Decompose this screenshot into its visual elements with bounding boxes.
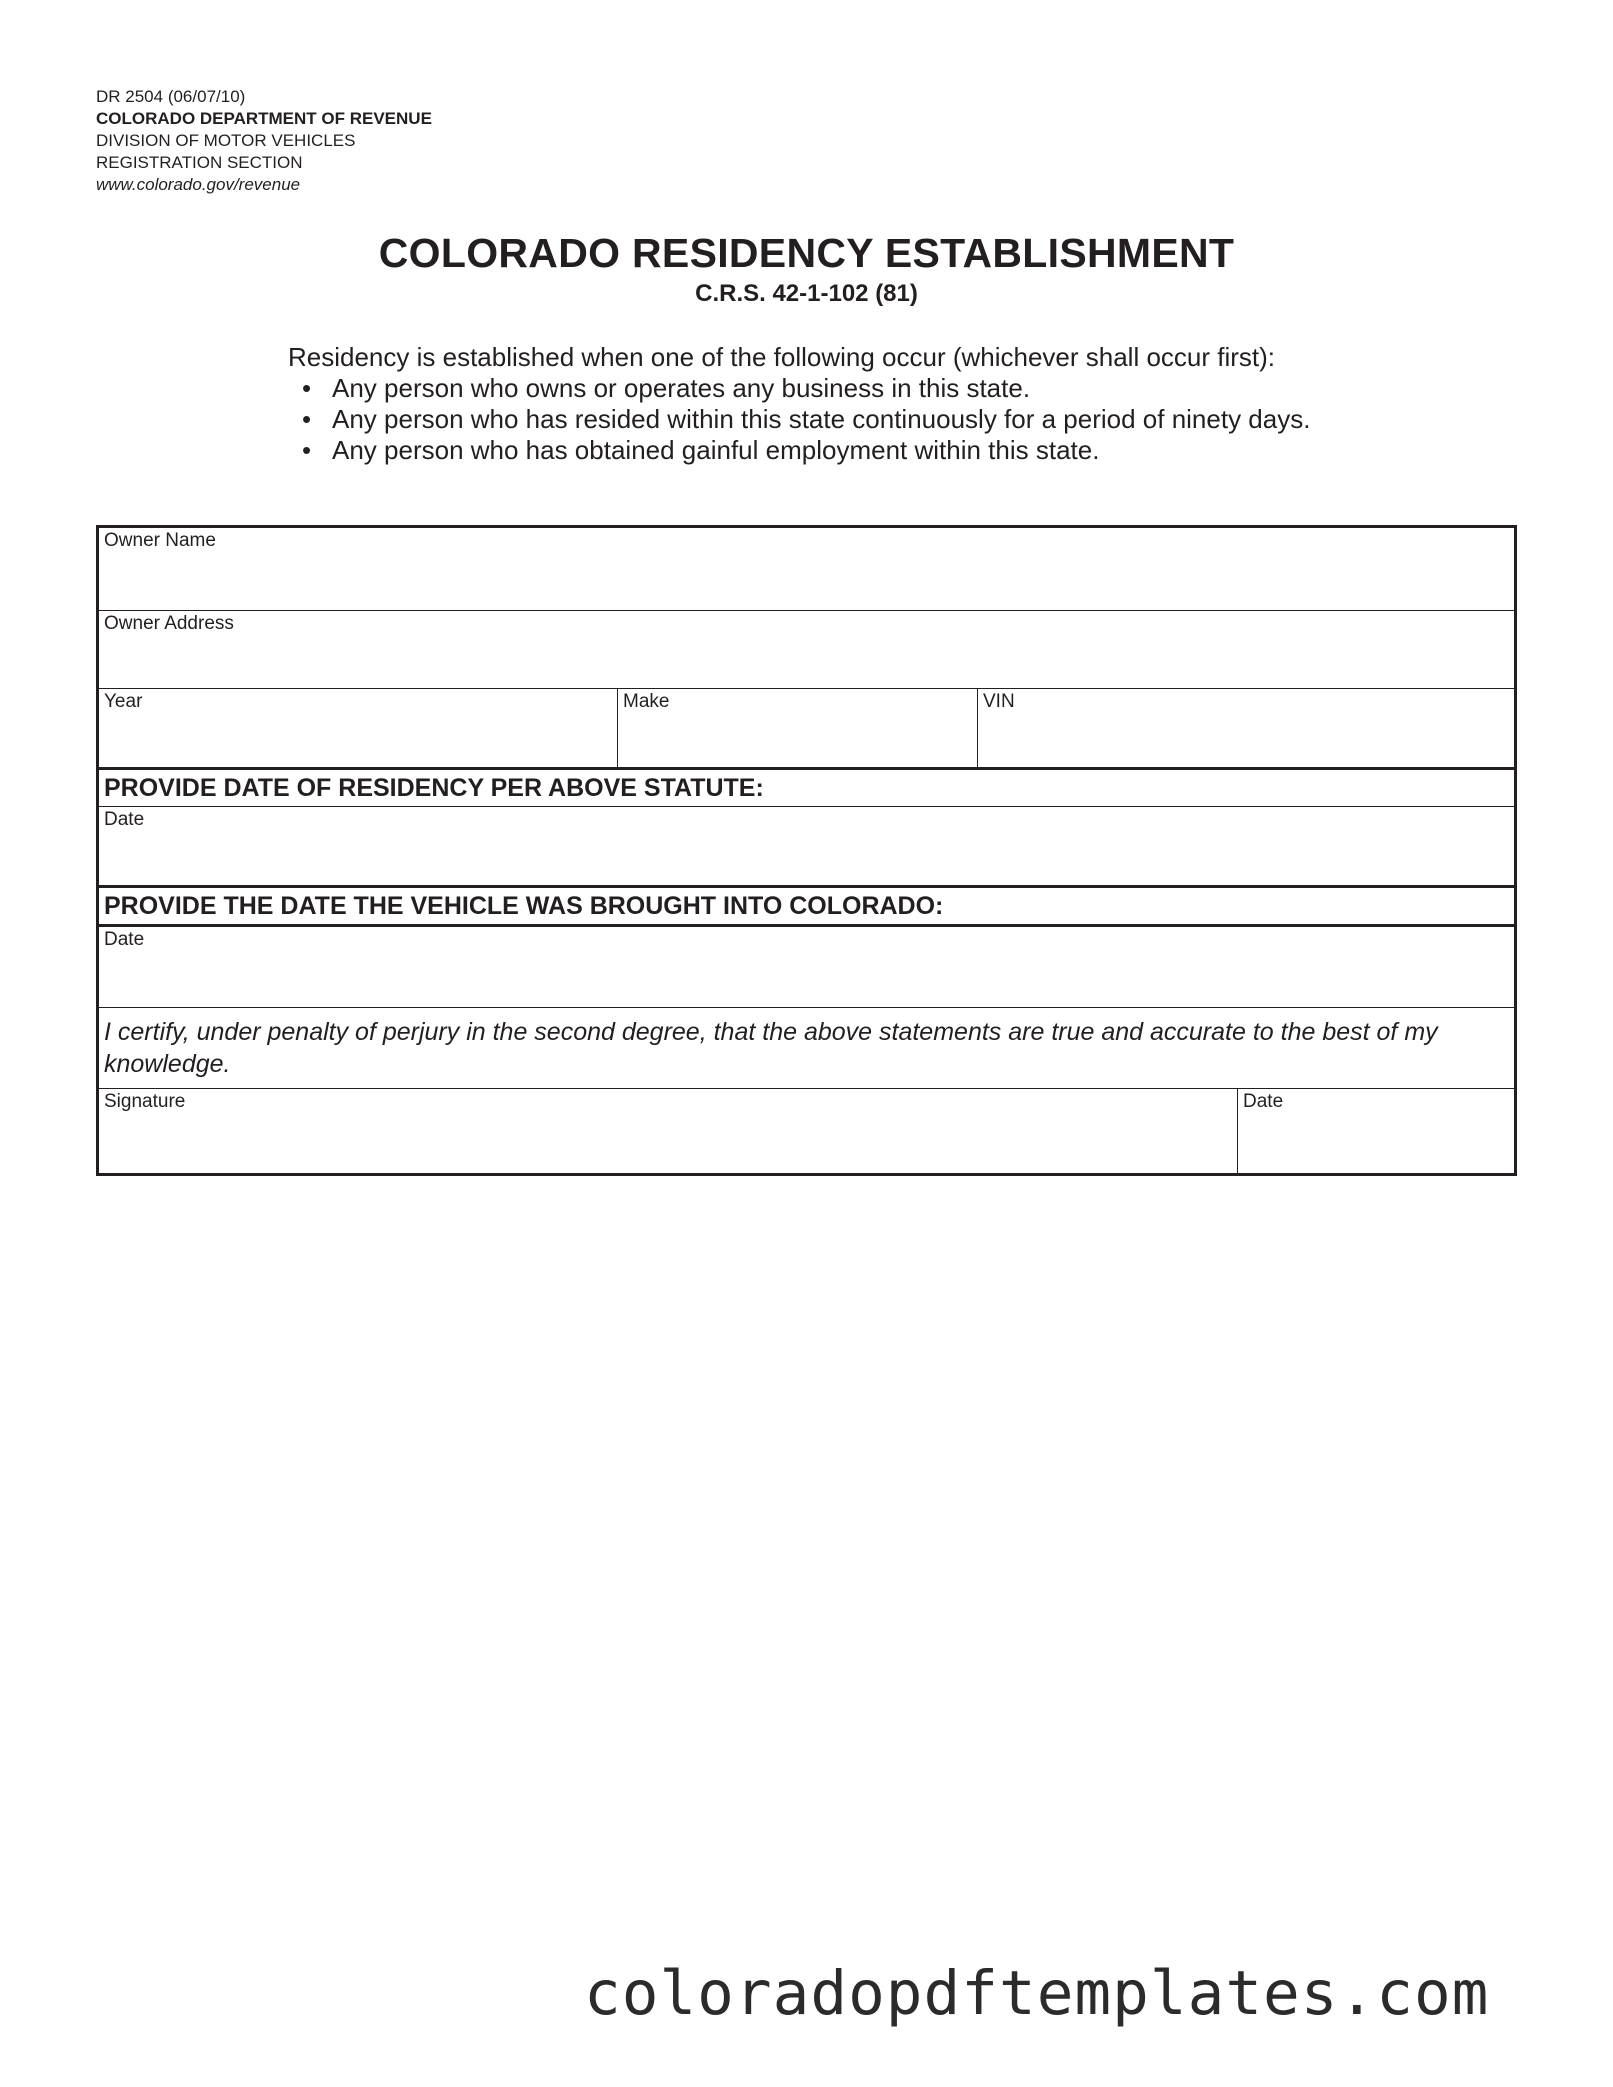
signature-date-label: Date <box>1243 1091 1284 1112</box>
list-item: • Any person who has resided within this state continuously for a period of ninety days. <box>302 404 1311 434</box>
website-link: www.colorado.gov/revenue <box>96 175 301 194</box>
division-name: DIVISION OF MOTOR VEHICLES <box>96 131 356 150</box>
vehicle-date-row <box>99 924 1514 1007</box>
owner-address-row <box>99 610 1514 688</box>
signature-date-field[interactable] <box>1237 1089 1514 1173</box>
residency-date-row <box>99 806 1514 885</box>
section-name: REGISTRATION SECTION <box>96 153 303 172</box>
residency-date-label: Date <box>104 809 145 830</box>
bullet-icon: • <box>302 404 312 434</box>
year-field[interactable] <box>99 689 617 767</box>
owner-name-field[interactable] <box>99 528 1514 610</box>
form-number: DR 2504 (06/07/10) <box>96 87 246 106</box>
page-title: COLORADO RESIDENCY ESTABLISHMENT <box>378 230 1235 276</box>
make-label: Make <box>623 691 670 712</box>
residency-heading: PROVIDE DATE OF RESIDENCY PER ABOVE STATUTE: <box>104 774 764 802</box>
vehicle-row <box>99 688 1514 767</box>
vin-field[interactable] <box>977 689 1514 767</box>
statute-reference: C.R.S. 42-1-102 (81) <box>695 280 918 307</box>
bullet-icon: • <box>302 373 312 403</box>
year-label: Year <box>104 691 143 712</box>
certification-statement: I certify, under penalty of perjury in the second degree, that the above statements are true and accurate to the best of my knowledge. <box>104 1018 1438 1078</box>
owner-address-label: Owner Address <box>104 613 234 634</box>
vehicle-heading: PROVIDE THE DATE THE VEHICLE WAS BROUGHT INTO COLORADO: <box>104 892 944 920</box>
certification-row <box>99 1007 1514 1088</box>
criteria-list <box>288 373 1310 466</box>
residency-criteria <box>288 342 1310 466</box>
owner-name-row <box>99 528 1514 610</box>
list-item: • Any person who has obtained gainful employment within this state. <box>302 435 1100 465</box>
signature-field[interactable] <box>99 1089 1237 1173</box>
watermark: coloradopdftemplates.com <box>584 1958 1490 2029</box>
signature-row <box>99 1088 1514 1173</box>
vehicle-date-label: Date <box>104 929 145 950</box>
signature-label: Signature <box>104 1091 186 1112</box>
vehicle-heading-row <box>99 885 1514 924</box>
form-header <box>96 86 432 196</box>
residency-date-field[interactable] <box>99 807 1514 885</box>
residency-form <box>96 525 1517 1176</box>
make-field[interactable] <box>617 689 977 767</box>
criteria-lead: Residency is established when one of the following occur (whichever shall occur first): <box>288 342 1276 372</box>
bullet-icon: • <box>302 435 312 465</box>
vehicle-date-field[interactable] <box>99 927 1514 1007</box>
department-name: COLORADO DEPARTMENT OF REVENUE <box>96 109 432 128</box>
owner-address-field[interactable] <box>99 611 1514 688</box>
vin-label: VIN <box>983 691 1015 712</box>
owner-name-label: Owner Name <box>104 530 216 551</box>
residency-heading-row <box>99 767 1514 806</box>
list-item: • Any person who owns or operates any business in this state. <box>302 373 1031 403</box>
